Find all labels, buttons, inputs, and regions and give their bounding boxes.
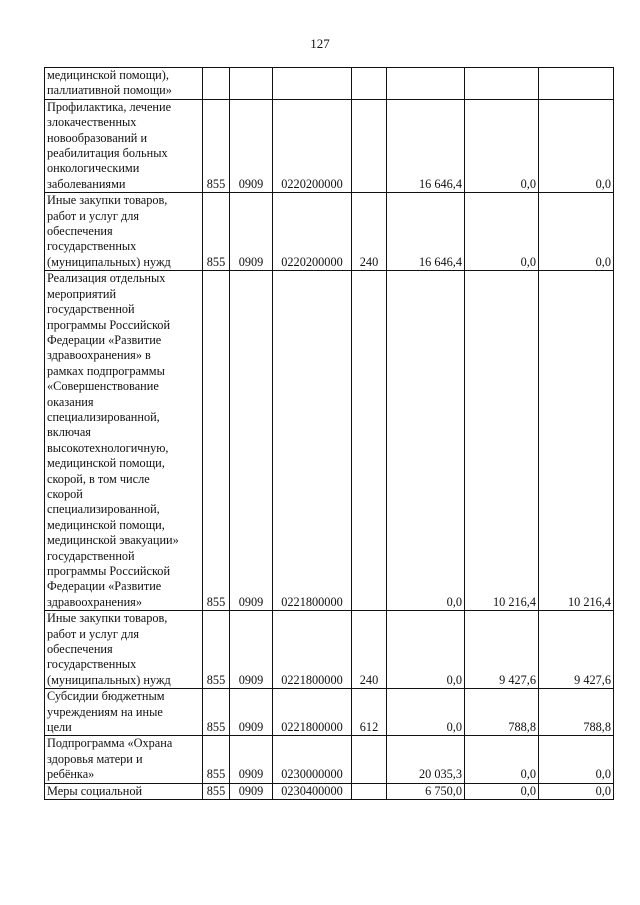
item-name-line: (муниципальных) нужд <box>47 254 171 269</box>
item-name-line: ребёнка» <box>47 767 95 782</box>
item-name-line: Субсидии бюджетным <box>47 689 165 704</box>
cell-amount-year2: 9 427,6 <box>465 611 539 689</box>
table-row <box>45 99 614 192</box>
page-number: 127 <box>310 36 330 51</box>
item-name-line: новообразований и <box>47 130 148 145</box>
cell-expense-type: 240 <box>352 611 387 689</box>
cell-amount-year3 <box>539 68 614 100</box>
cell-target-article: 0221800000 <box>273 689 352 736</box>
cell-expense-type <box>352 783 387 799</box>
cell-target-article: 0221800000 <box>273 611 352 689</box>
item-name-line: обеспечения <box>47 224 113 239</box>
item-name-line: Федерации «Развитие <box>47 332 162 347</box>
cell-ministry: 855 <box>203 193 230 271</box>
cell-section: 0909 <box>230 271 273 611</box>
item-name-line: оказания <box>47 394 94 409</box>
cell-amount-year3: 0,0 <box>539 99 614 192</box>
cell-target-article: 0220200000 <box>273 193 352 271</box>
table-row <box>45 68 614 100</box>
cell-section <box>230 68 273 100</box>
cell-expense-type: 240 <box>352 193 387 271</box>
cell-item-name <box>45 611 203 689</box>
budget-table <box>44 67 614 800</box>
cell-amount-year3: 0,0 <box>539 193 614 271</box>
item-name-line: государственной <box>47 302 135 317</box>
item-name-line: работ и услуг для <box>47 208 140 223</box>
cell-amount-year3: 9 427,6 <box>539 611 614 689</box>
item-name-line: Подпрограмма «Охрана <box>47 736 173 751</box>
cell-amount-year1: 6 750,0 <box>387 783 465 799</box>
item-name-line: онкологическими <box>47 161 140 176</box>
cell-ministry: 855 <box>203 689 230 736</box>
cell-amount-year3: 0,0 <box>539 783 614 799</box>
cell-section: 0909 <box>230 193 273 271</box>
item-name-line: «Совершенствование <box>47 379 159 394</box>
cell-target-article: 0221800000 <box>273 271 352 611</box>
cell-item-name <box>45 736 203 783</box>
cell-amount-year2: 0,0 <box>465 193 539 271</box>
item-name-line: Реализация отдельных <box>47 271 166 286</box>
table-row <box>45 783 614 799</box>
cell-section: 0909 <box>230 99 273 192</box>
cell-ministry <box>203 68 230 100</box>
cell-item-name <box>45 193 203 271</box>
cell-section: 0909 <box>230 611 273 689</box>
cell-section: 0909 <box>230 783 273 799</box>
cell-amount-year1: 0,0 <box>387 689 465 736</box>
cell-item-name <box>45 689 203 736</box>
table-row <box>45 271 614 611</box>
cell-section: 0909 <box>230 689 273 736</box>
cell-amount-year2: 788,8 <box>465 689 539 736</box>
cell-amount-year1 <box>387 68 465 100</box>
item-name-line: (муниципальных) нужд <box>47 672 171 687</box>
cell-amount-year3: 788,8 <box>539 689 614 736</box>
cell-amount-year1: 0,0 <box>387 611 465 689</box>
cell-expense-type: 612 <box>352 689 387 736</box>
cell-item-name <box>45 68 203 100</box>
cell-target-article: 0230400000 <box>273 783 352 799</box>
item-name-line: специализированной, <box>47 409 160 424</box>
cell-item-name <box>45 99 203 192</box>
item-name-line: здравоохранения» <box>47 594 142 609</box>
cell-ministry: 855 <box>203 271 230 611</box>
cell-amount-year2: 0,0 <box>465 99 539 192</box>
item-name-line: Меры социальной <box>47 783 143 798</box>
cell-expense-type <box>352 736 387 783</box>
cell-amount-year3: 0,0 <box>539 736 614 783</box>
item-name-line: скорой, в том числе <box>47 471 150 486</box>
table-row <box>45 611 614 689</box>
cell-amount-year3: 10 216,4 <box>539 271 614 611</box>
cell-amount-year2: 0,0 <box>465 736 539 783</box>
cell-amount-year2 <box>465 68 539 100</box>
item-name-line: реабилитация больных <box>47 146 168 161</box>
item-name-line: государственной <box>47 548 135 563</box>
cell-item-name <box>45 783 203 799</box>
item-name-line: специализированной, <box>47 502 160 517</box>
item-name-line: работ и услуг для <box>47 626 140 641</box>
cell-amount-year1: 16 646,4 <box>387 193 465 271</box>
item-name-line: медицинской помощи, <box>47 517 165 532</box>
item-name-line: Иные закупки товаров, <box>47 611 168 626</box>
item-name-line: обеспечения <box>47 642 113 657</box>
cell-amount-year2: 10 216,4 <box>465 271 539 611</box>
table-row <box>45 193 614 271</box>
item-name-line: здоровья матери и <box>47 751 143 766</box>
item-name-line: Профилактика, лечение <box>47 99 172 114</box>
item-name-line: высокотехнологичную, <box>47 440 169 455</box>
item-name-line: скорой <box>47 486 83 501</box>
item-name-line: включая <box>47 425 91 440</box>
table-row <box>45 689 614 736</box>
cell-expense-type <box>352 99 387 192</box>
item-name-line: учреждениям на иные <box>47 704 163 719</box>
item-name-line: здравоохранения» в <box>47 348 151 363</box>
item-name-line: программы Российской <box>47 564 171 578</box>
cell-amount-year1: 0,0 <box>387 271 465 611</box>
cell-amount-year1: 20 035,3 <box>387 736 465 783</box>
cell-amount-year2: 0,0 <box>465 783 539 799</box>
item-name-line: злокачественных <box>47 115 137 130</box>
item-name-line: медицинской помощи), <box>47 68 169 82</box>
item-name-line: заболеваниями <box>47 176 126 191</box>
item-name-line: Иные закупки товаров, <box>47 193 168 208</box>
table-row <box>45 736 614 783</box>
cell-expense-type <box>352 271 387 611</box>
cell-item-name <box>45 271 203 611</box>
item-name-line: цели <box>47 720 72 735</box>
item-name-line: паллиативной помощи» <box>47 83 172 98</box>
cell-amount-year1: 16 646,4 <box>387 99 465 192</box>
cell-target-article: 0220200000 <box>273 99 352 192</box>
item-name-line: программы Российской <box>47 317 171 332</box>
cell-ministry: 855 <box>203 611 230 689</box>
cell-target-article <box>273 68 352 100</box>
cell-section: 0909 <box>230 736 273 783</box>
item-name-line: Федерации «Развитие <box>47 579 162 594</box>
item-name-line: медицинской помощи, <box>47 456 165 471</box>
cell-ministry: 855 <box>203 99 230 192</box>
cell-ministry: 855 <box>203 783 230 799</box>
item-name-line: государственных <box>47 239 137 254</box>
cell-target-article: 0230000000 <box>273 736 352 783</box>
item-name-line: государственных <box>47 657 137 672</box>
item-name-line: рамках подпрограммы <box>47 363 165 378</box>
item-name-line: мероприятий <box>47 286 117 301</box>
cell-expense-type <box>352 68 387 100</box>
cell-ministry: 855 <box>203 736 230 783</box>
item-name-line: медицинской эвакуации» <box>47 533 179 548</box>
